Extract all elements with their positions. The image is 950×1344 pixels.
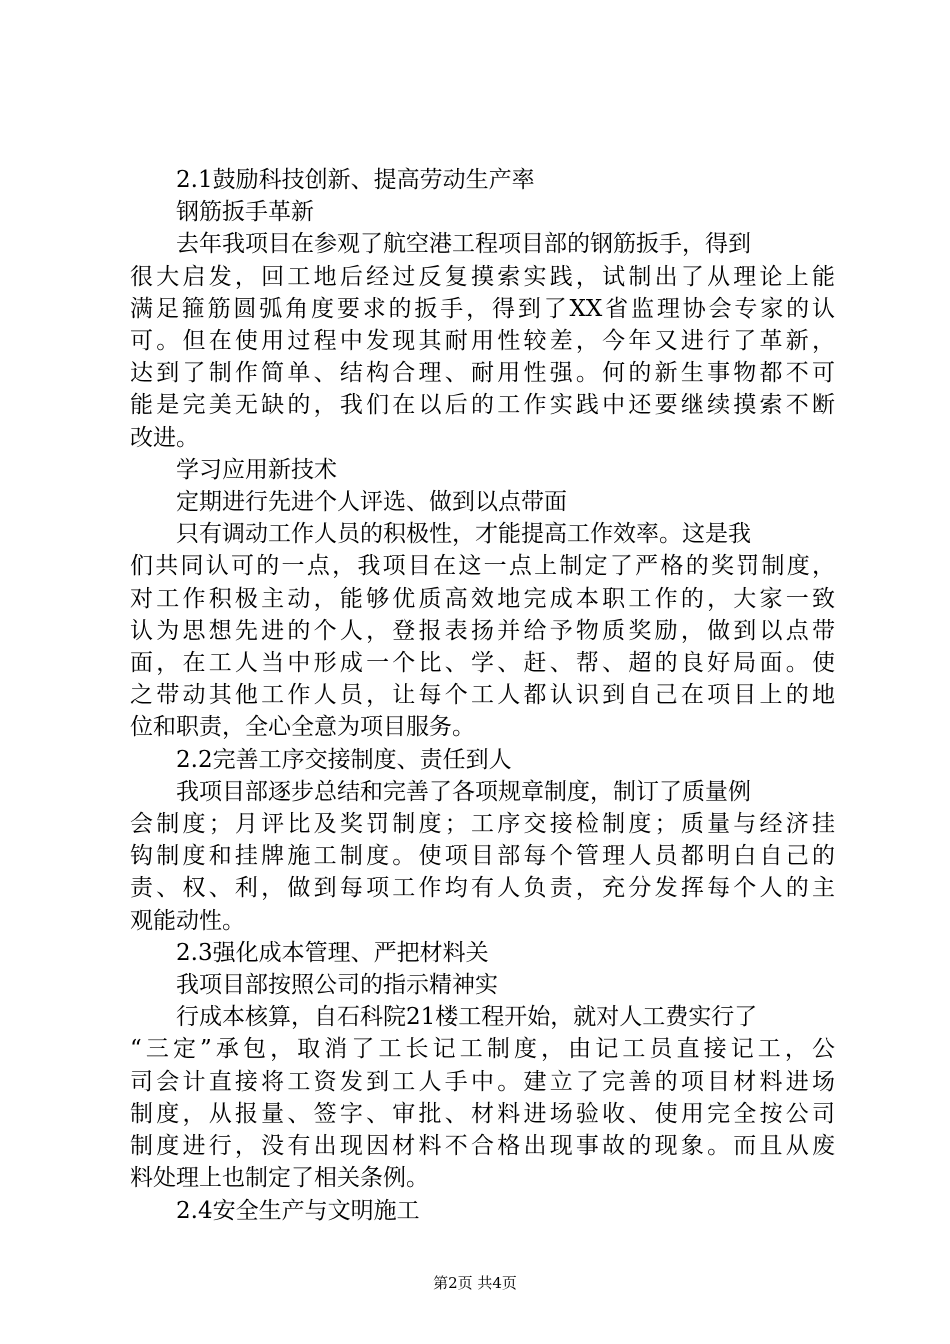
paragraph-line: 可。但在使用过程中发现其耐用性较差，今年又进行了革新， [130, 328, 835, 355]
paragraph-line: 料处理上也制定了相关条例。 [130, 1165, 429, 1192]
paragraph-line: 去年我项目在参观了航空港工程项目部的钢筋扳手，得到 [176, 231, 751, 258]
paragraph-line: 位和职责，全心全意为项目服务。 [130, 714, 475, 741]
paragraph-line: 达到了制作简单、结构合理、耐用性强。何的新生事物都不可 [130, 360, 835, 387]
section-heading: 定期进行先进个人评选、做到以点带面 [176, 489, 567, 516]
paragraph-line: 面，在工人当中形成一个比、学、赶、帮、超的良好局面。使 [130, 650, 835, 677]
section-heading: 2.2完善工序交接制度、责任到人 [176, 746, 512, 773]
paragraph-line: 司会计直接将工资发到工人手中。建立了完善的项目材料进场 [130, 1068, 835, 1095]
paragraph-line: “三定”承包，取消了工长记工制度，由记工员直接记工，公 [130, 1036, 835, 1063]
section-heading: 学习应用新技术 [176, 456, 337, 483]
paragraph-line: 之带动其他工作人员，让每个工人都认识到自己在项目上的地 [130, 682, 835, 709]
paragraph-line: 很大启发，回工地后经过反复摸索实践，试制出了从理论上能 [130, 263, 835, 290]
paragraph-line: 对工作积极主动，能够优质高效地完成本职工作的，大家一致 [130, 585, 835, 612]
paragraph-line: 观能动性。 [130, 907, 245, 934]
paragraph-line: 会制度；月评比及奖罚制度；工序交接检制度；质量与经济挂 [130, 811, 835, 838]
paragraph-line: 制度，从报量、签字、审批、材料进场验收、使用完全按公司 [130, 1100, 835, 1127]
page-footer: 第2页 共4页 [433, 1274, 517, 1292]
section-heading: 2.3强化成本管理、严把材料关 [176, 939, 489, 966]
paragraph-line: 们共同认可的一点，我项目在这一点上制定了严格的奖罚制度， [130, 553, 835, 580]
section-heading: 我项目部按照公司的指示精神实 [176, 972, 498, 999]
document-body [130, 164, 835, 1227]
section-heading: 钢筋扳手革新 [176, 199, 314, 226]
paragraph-line: 我项目部逐步总结和完善了各项规章制度，制订了质量例 [176, 778, 751, 805]
paragraph-line: 制度进行，没有出现因材料不合格出现事故的现象。而且从废 [130, 1133, 835, 1160]
section-heading: 2.1鼓励科技创新、提高劳动生产率 [176, 167, 535, 193]
paragraph-line: 能是完美无缺的，我们在以后的工作实践中还要继续摸索不断 [130, 392, 835, 419]
paragraph-line: 满足箍筋圆弧角度要求的扳手，得到了XX省监理协会专家的认 [130, 295, 835, 322]
paragraph-line: 责、权、利，做到每项工作均有人负责，充分发挥每个人的主 [130, 875, 835, 902]
paragraph-line: 钩制度和挂牌施工制度。使项目部每个管理人员都明白自己的 [130, 843, 835, 870]
paragraph-line: 改进。 [130, 424, 199, 451]
section-heading: 2.4安全生产与文明施工 [176, 1197, 420, 1224]
paragraph-line: 只有调动工作人员的积极性，才能提高工作效率。这是我 [176, 521, 751, 548]
paragraph-line: 认为思想先进的个人，登报表扬并给予物质奖励，做到以点带 [130, 617, 835, 644]
paragraph-line: 行成本核算，自石科院21楼工程开始，就对人工费实行了 [176, 1004, 758, 1031]
